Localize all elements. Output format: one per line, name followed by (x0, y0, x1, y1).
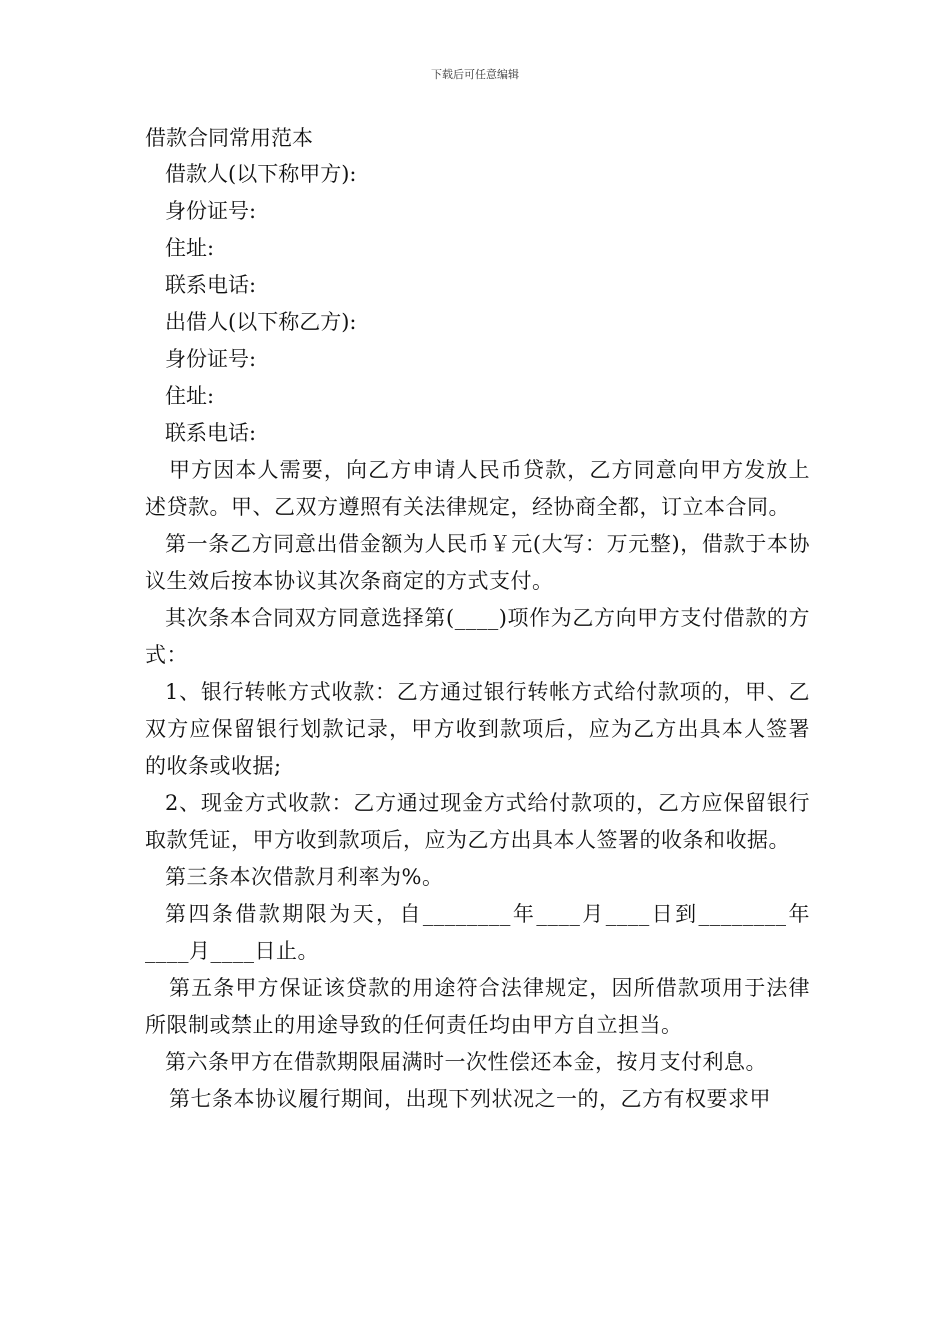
paragraph-article-5: 第五条甲方保证该贷款的用途符合法律规定，因所借款项用于法律所限制或禁止的用途导致的任何责任均由甲方自立担当。 (145, 976, 810, 1037)
document-body (145, 120, 810, 1118)
paragraph-article-4: 第四条借款期限为天，自________年____月____日到________年____月____日止。 (145, 902, 810, 963)
paragraph-method-1: 1、银行转帐方式收款：乙方通过银行转帐方式给付款项的，甲、乙双方应保留银行划款记录，甲方收到款项后，应为乙方出具本人签署的收条或收据; (145, 680, 810, 778)
paragraph-article-1: 第一条乙方同意出借金额为人民币￥元(大写：万元整)，借款于本协议生效后按本协议其次条商定的方式支付。 (145, 532, 810, 593)
lender-address-label: 住址: (165, 384, 215, 408)
document-title: 借款合同常用范本 (145, 126, 313, 150)
paragraph-article-2: 其次条本合同双方同意选择第(____)项作为乙方向甲方支付借款的方式： (145, 606, 810, 667)
lender-id-label: 身份证号: (165, 347, 257, 371)
paragraph-article-6: 第六条甲方在借款期限届满时一次性偿还本金，按月支付利息。 (165, 1050, 767, 1074)
paragraph-article-3: 第三条本次借款月利率为%。 (165, 865, 444, 889)
paragraph-method-2: 2、现金方式收款：乙方通过现金方式给付款项的，乙方应保留银行取款凭证，甲方收到款项后，应为乙方出具本人签署的收条和收据。 (145, 791, 810, 852)
paragraph-article-7: 第七条本协议履行期间，出现下列状况之一的，乙方有权要求甲 (169, 1087, 771, 1111)
paragraph-preamble: 甲方因本人需要，向乙方申请人民币贷款，乙方同意向甲方发放上述贷款。甲、乙双方遵照有关法律规定，经协商全都，订立本合同。 (145, 458, 810, 519)
lender-heading: 出借人(以下称乙方): (165, 310, 357, 334)
borrower-phone-label: 联系电话: (165, 273, 257, 297)
borrower-heading: 借款人(以下称甲方): (165, 162, 357, 186)
lender-phone-label: 联系电话: (165, 421, 257, 445)
borrower-address-label: 住址: (165, 236, 215, 260)
borrower-id-label: 身份证号: (165, 199, 257, 223)
header-note: 下载后可任意编辑 (431, 68, 519, 81)
